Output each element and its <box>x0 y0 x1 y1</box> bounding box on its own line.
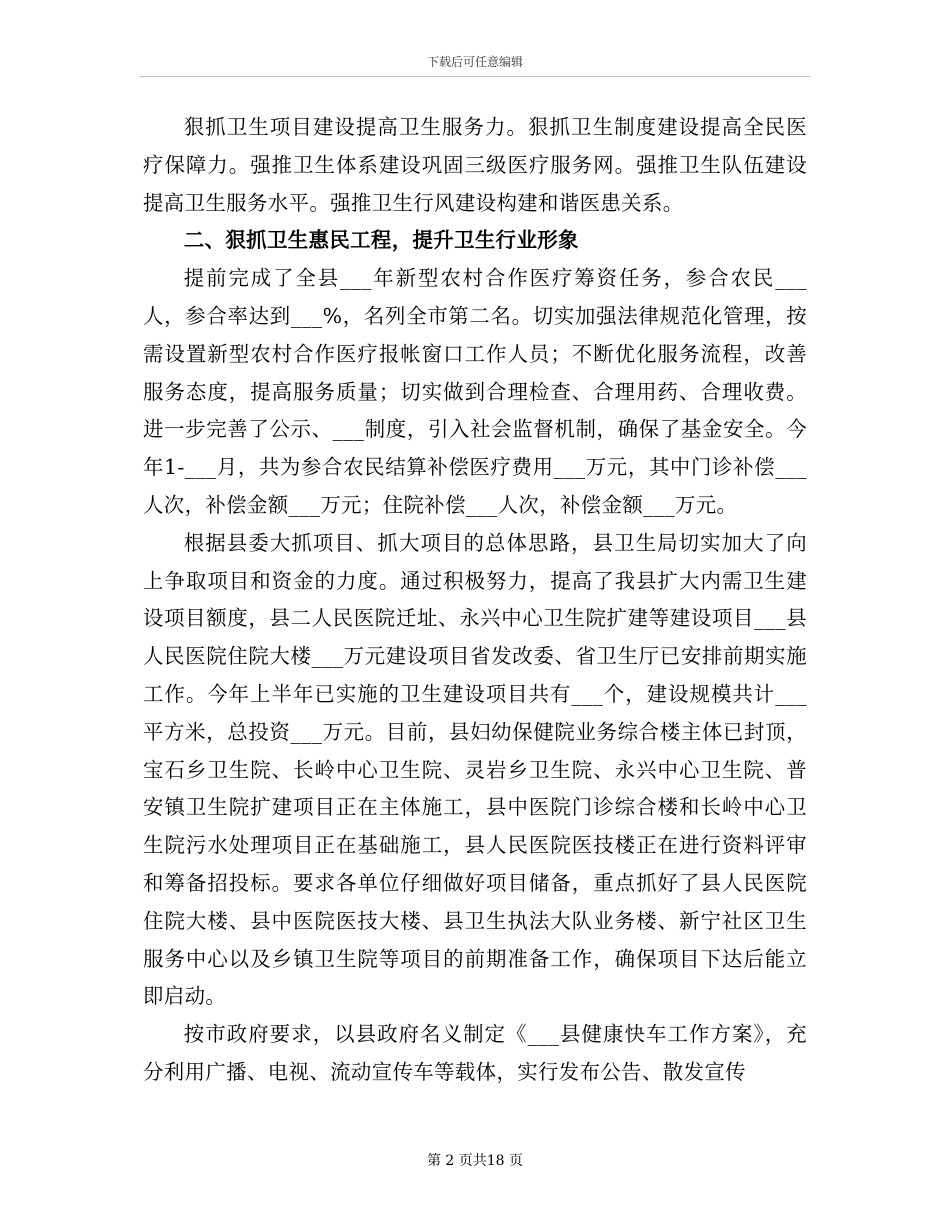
paragraph-cooperative-medical: 提前完成了全县___年新型农村合作医疗筹资任务，参合农民___人，参合率达到___%，名列全市第二名。切实加强法律规范化管理，按需设置新型农村合作医疗报帐窗口工作人员；不断优化服务流程，改善服务态度，提高服务质量；切实做到合理检查、合理用药、合理收费。进一步完善了公示、___制度，引入社会监督机制，确保了基金安全。今年1-___月，共为参合农民结算补偿医疗费用___万元，其中门诊补偿___人次，补偿金额___万元；住院补偿___人次，补偿金额___万元。 <box>143 266 807 517</box>
footer-total-pages: 18 <box>486 1153 505 1169</box>
footer-page-number: 2 <box>445 1153 455 1169</box>
page-header: 下载后可任意编辑 <box>426 55 523 69</box>
document-body <box>143 109 807 1092</box>
paragraph-health-express: 按市政府要求，以县政府名义制定《___县健康快车工作方案》，充分利用广播、电视、流动宣传车等载体，实行发布公告、散发宣传 <box>143 1022 807 1084</box>
footer-prefix: 第 <box>426 1153 441 1169</box>
section-heading: 二、狠抓卫生惠民工程，提升卫生行业形象 <box>183 228 579 253</box>
paragraph-construction-projects: 根据县委大抓项目、抓大项目的总体思路，县卫生局切实加大了向上争取项目和资金的力度。通过积极努力，提高了我县扩大内需卫生建设项目额度，县二人民医院迁址、永兴中心卫生院扩建等建设项目___县人民医院住院大楼___万元建设项目省发改委、省卫生厅已安排前期实施工作。今年上半年已实施的卫生建设项目共有___个，建设规模共计___平方米，总投资___万元。目前，县妇幼保健院业务综合楼主体已封顶，宝石乡卫生院、长岭中心卫生院、灵岩乡卫生院、永兴中心卫生院、普安镇卫生院扩建项目正在主体施工，县中医院门诊综合楼和长岭中心卫生院污水处理项目正在基础施工，县人民医院医技楼正在进行资料评审和筹备招投标。要求各单位仔细做好项目储备，重点抓好了县人民医院住院大楼、县中医院医技大楼、县卫生执法大队业务楼、新宁社区卫生服务中心以及乡镇卫生院等项目的前期准备工作，确保项目下达后能立即启动。 <box>143 530 807 1009</box>
footer-suffix: 页 <box>509 1153 524 1169</box>
header-divider <box>140 76 810 77</box>
paragraph-summary: 狠抓卫生项目建设提高卫生服务力。狠抓卫生制度建设提高全民医疗保障力。强推卫生体系建设巩固三级医疗服务网。强推卫生队伍建设提高卫生服务水平。强推卫生行风建设构建和谐医患关系。 <box>143 115 807 215</box>
footer-middle: 页共 <box>458 1153 487 1169</box>
page-footer <box>0 1152 950 1170</box>
